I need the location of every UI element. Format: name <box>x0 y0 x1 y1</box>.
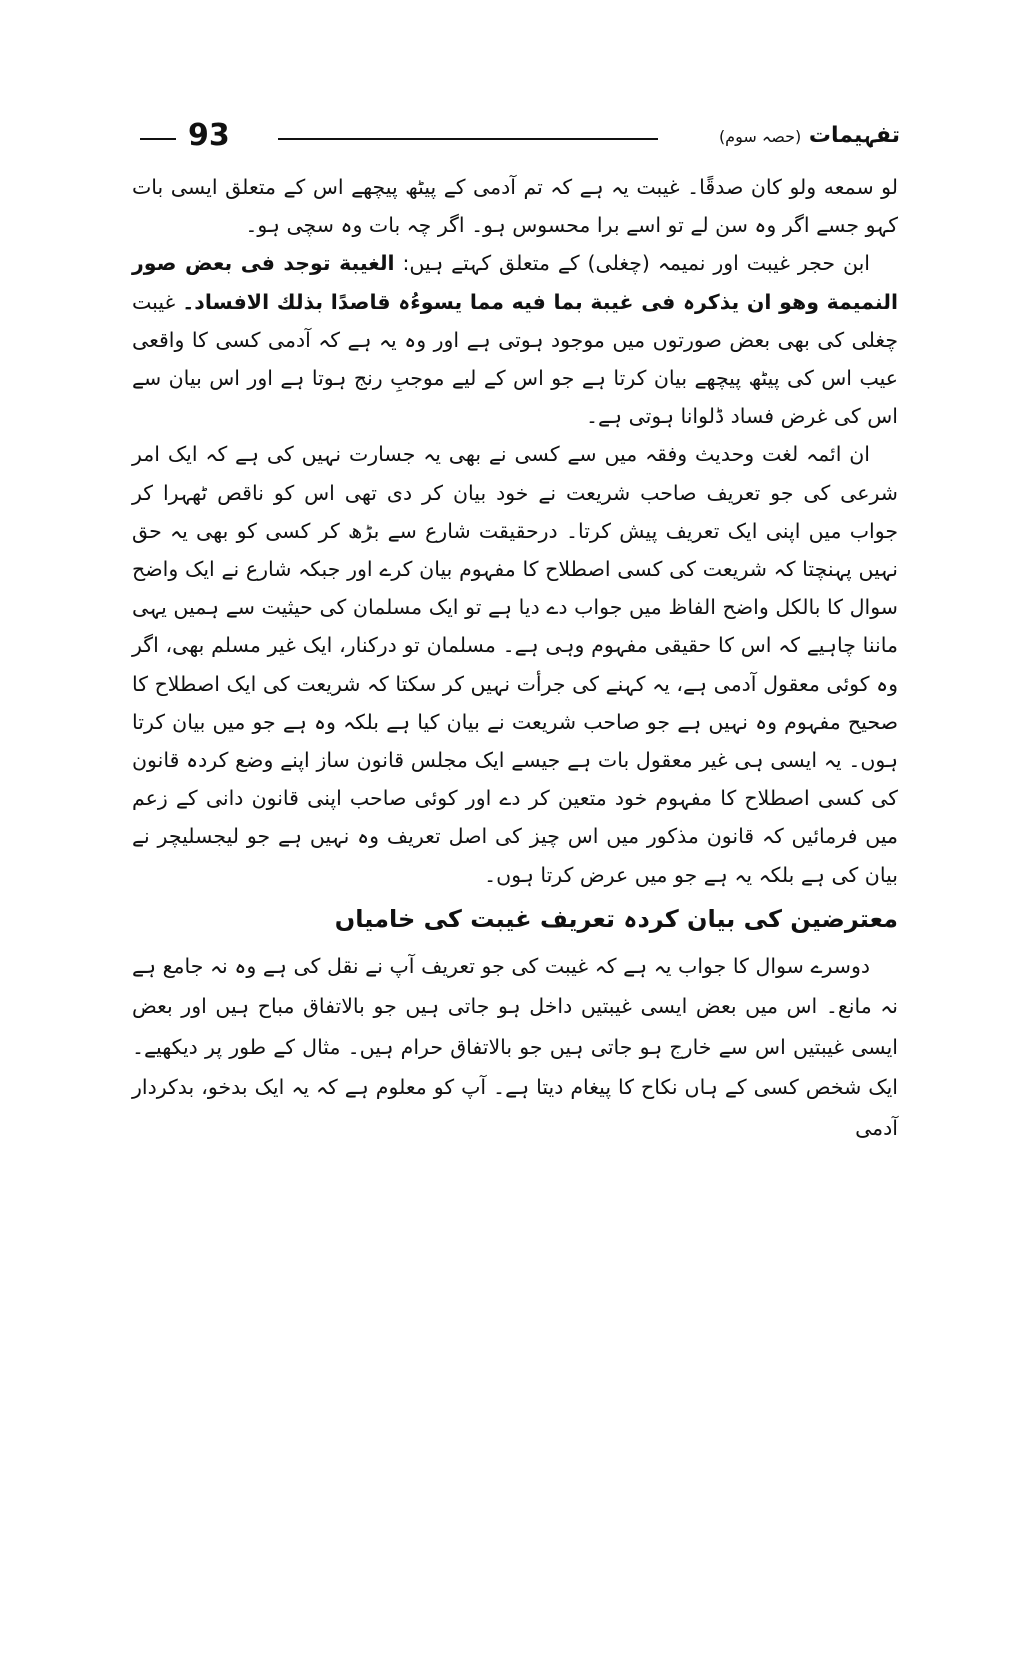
header-rule-middle <box>278 138 658 140</box>
paragraph-3: ان ائمہ لغت وحدیث وفقہ میں سے کسی نے بھی یہ جسارت نہیں کی ہے کہ ایک امر شرعی کی جو تعریف صاحب شریعت نے خود بیان کر دی تھی اس کو ناقص ٹھہرا کر جواب میں اپنی ایک تعریف پیش کرتا۔ درحقیقت شارع سے بڑھ کر کسی کو بھی یہ حق نہیں پہنچتا کہ شریعت کی کسی اصطلاح کا مفہوم بیان کرے اور جبکہ شارع نے ایک واضح سوال کا بالکل واضح الفاظ میں جواب دے دیا ہے تو ایک مسلمان کی حیثیت سے ہمیں یہی ماننا چاہیے کہ اس کا حقیقی مفہوم وہی ہے۔ مسلمان تو درکنار، ایک غیر مسلم بھی، اگر وہ کوئی معقول آدمی ہے، یہ کہنے کی جرأت نہیں کر سکتا کہ شریعت کی ایک اصطلاح کا صحیح مفہوم وہ نہیں ہے جو صاحب شریعت نے بیان کیا ہے بلکہ وہ ہے جو میں بیان کرتا ہوں۔ یہ ایسی ہی غیر معقول بات ہے جیسے ایک مجلس قانون ساز اپنے وضع کردہ قانون کی کسی اصطلاح کا مفہوم خود متعین کر دے اور کوئی صاحب اپنی قانون دانی کے زعم میں فرمائیں کہ قانون مذکور میں اس چیز کی اصل تعریف وہ نہیں ہے جو لیجسلیچر نے بیان کی ہے بلکہ یہ ہے جو میں عرض کرتا ہوں۔ <box>132 442 898 887</box>
paragraph-2 <box>132 244 898 435</box>
page-number: 93 <box>188 118 230 153</box>
part-label: (حصہ سوم) <box>718 127 802 146</box>
header-rule-left <box>140 138 176 140</box>
section-heading: معترضین کی بیان کردہ تعریف غیبت کی خامیاں <box>334 904 898 933</box>
arabic-quote: الغیبة توجد فی بعض صور النمیمة وھو ان یذکرہ فی غیبة بما فیه مما یسوءُہ قاصدًا بذلك الافساد۔ <box>132 251 898 314</box>
paragraph-2-intro: ابن حجر غیبت اور نمیمہ (چغلی) کے متعلق کہتے ہیں: <box>402 251 870 276</box>
book-title: تفہیمات <box>808 123 900 148</box>
page-body <box>132 168 898 1148</box>
paragraph-2-rest: غیبت چغلی کی بھی بعض صورتوں میں موجود ہوتی ہے اور وہ یہ ہے کہ آدمی کسی کا واقعی عیب اس کی پیٹھ پیچھے بیان کرتا ہے جو اس کے لیے موجبِ رنج ہوتا ہے اور اس بیان سے اس کی غرض فساد ڈلوانا ہوتی ہے۔ <box>132 289 898 429</box>
paragraph-4: دوسرے سوال کا جواب یہ ہے کہ غیبت کی جو تعریف آپ نے نقل کی ہے وہ نہ جامع ہے نہ مانع۔ اس میں بعض ایسی غیبتیں داخل ہو جاتی ہیں جو بالاتفاق مباح ہیں اور بعض ایسی غیبتیں اس سے خارج ہو جاتی ہیں جو بالاتفاق حرام ہیں۔ مثال کے طور پر دیکھیے۔ ایک شخص کسی کے ہاں نکاح کا پیغام دیتا ہے۔ آپ کو معلوم ہے کہ یہ ایک بدخو، بدکردار آدمی <box>132 953 898 1140</box>
running-title <box>719 118 900 155</box>
paragraph-1: لو سمعه ولو کان صدقًا۔ غیبت یہ ہے کہ تم آدمی کے پیٹھ پیچھے اس کے متعلق ایسی بات کہو جسے اگر وہ سن لے تو اسے برا محسوس ہو۔ اگر چہ بات وہ سچی ہو۔ <box>132 175 898 238</box>
running-header <box>140 118 900 158</box>
